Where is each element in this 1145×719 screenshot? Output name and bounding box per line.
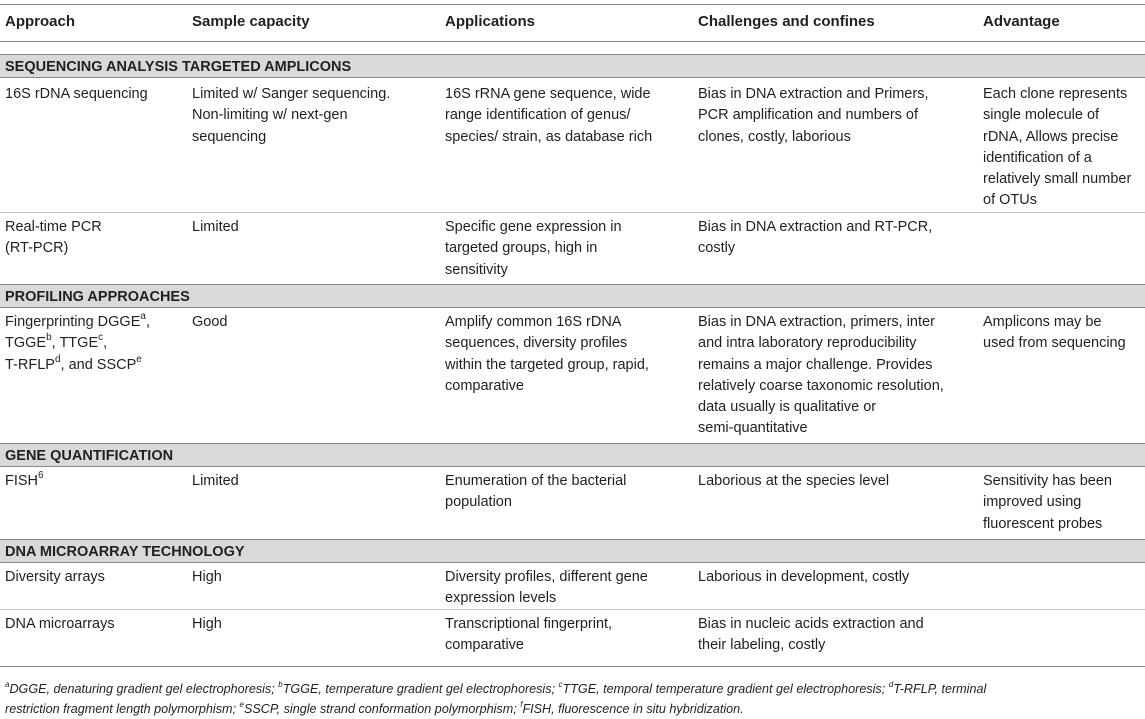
row-divider (0, 212, 1145, 213)
cell-approach: 16S rDNA sequencing (5, 86, 148, 102)
header-challenges: Challenges and confines (698, 13, 875, 30)
section-header (0, 54, 1145, 78)
cell-approach: Fingerprinting DGGE$^a$, TGGE$^b$, TTGE$^c$, T-RFLP$^d$, and SSCP$^e$ (5, 311, 150, 373)
cell-capacity: High (192, 569, 222, 585)
section-title: DNA MICROARRAY TECHNOLOGY (5, 544, 245, 560)
cell-capacity: Limited w/ Sanger sequencing. Non-limiting w/ next-gen sequencing (192, 86, 391, 145)
cell-capacity: Limited (192, 473, 239, 489)
cell-challenges: Bias in nucleic acids extraction and their labeling, costly (698, 616, 924, 654)
cell-challenges: Laborious in development, costly (698, 569, 910, 585)
table-bottom-rule (0, 666, 1145, 667)
cell-challenges: Laborious at the species level (698, 473, 890, 489)
cell-applications: Enumeration of the bacterial population (445, 473, 627, 511)
cell-applications: 16S rRNA gene sequence, wide range identification of genus/ species/ strain, as database rich (445, 86, 653, 145)
section-header (0, 443, 1145, 467)
cell-advantage: Sensitivity has been improved using fluorescent probes (983, 473, 1112, 532)
header-advantage: Advantage (983, 13, 1060, 30)
cell-capacity: High (192, 616, 222, 632)
cell-applications: Specific gene expression in targeted groups, high in sensitivity (445, 219, 622, 278)
section-title: GENE QUANTIFICATION (5, 448, 174, 464)
header-sample-capacity: Sample capacity (192, 13, 310, 30)
cell-advantage: Amplicons may be used from sequencing (983, 314, 1126, 352)
header-applications: Applications (445, 13, 536, 30)
cell-challenges: Bias in DNA extraction, primers, inter and intra laboratory reproducibility remains a major challenge. Provides relatively coarse taxonomic resolution, data usually is qualitative or semi-quantitative (698, 314, 944, 437)
section-title: PROFILING APPROACHES (5, 289, 190, 305)
cell-challenges: Bias in DNA extraction and RT-PCR, costly (698, 219, 933, 257)
header-rule (0, 41, 1145, 42)
cell-applications: Transcriptional fingerprint, comparative (445, 616, 613, 654)
section-header (0, 284, 1145, 308)
cell-advantage: Each clone represents single molecule of rDNA, Allows precise identification of a relatively small number of OTUs (983, 86, 1132, 209)
table-footnote: $^a$DGGE, denaturing gradient gel electrophoresis; $^b$TGGE, temperature gradient gel electrophoresis; $^c$TTGE, temporal temperature gradient gel electrophoresis; $^d$T-RFLP, terminal restriction fragment length polymorphism; $^e$SSCP, single strand conformation polymorphism; $^f$FISH, fluorescence in situ hybridization. (5, 679, 987, 716)
cell-challenges: Bias in DNA extraction and Primers, PCR amplification and numbers of clones, costly, laborious (698, 86, 929, 145)
section-header (0, 539, 1145, 563)
header-approach: Approach (5, 13, 76, 30)
row-divider (0, 609, 1145, 610)
table-top-rule (0, 4, 1145, 5)
section-title: SEQUENCING ANALYSIS TARGETED AMPLICONS (5, 59, 352, 75)
cell-approach: DNA microarrays (5, 616, 115, 632)
cell-approach: Real-time PCR (RT-PCR) (5, 219, 102, 257)
cell-capacity: Good (192, 314, 228, 330)
cell-capacity: Limited (192, 219, 239, 235)
cell-applications: Amplify common 16S rDNA sequences, diversity profiles within the targeted group, rapid, comparative (445, 314, 649, 394)
cell-applications: Diversity profiles, different gene expression levels (445, 569, 648, 607)
cell-approach: FISH$^6$ (5, 470, 44, 489)
cell-approach: Diversity arrays (5, 569, 105, 585)
